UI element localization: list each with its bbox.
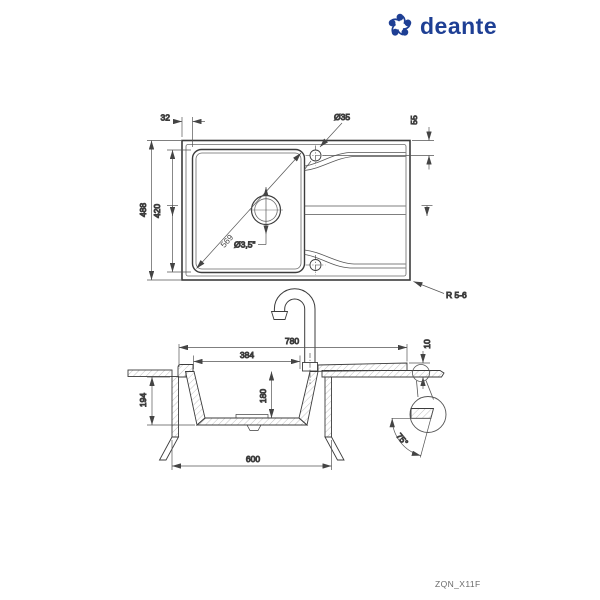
drainboard-grooves [305,153,406,269]
dim-hole-diameter: Ø35 [334,112,351,122]
faucet-hole-top [306,146,326,166]
dim-total-depth: 194 [138,392,148,408]
faucet-hole-bottom [306,255,326,275]
dim-offset-left: 32 [160,112,170,123]
plan-outline [182,141,410,281]
dim-bowl-diagonal: 569 [218,232,236,250]
dim-cabinet-width: 600 [245,454,261,464]
plan-inner-outline [186,145,406,277]
model-code: ZQN_X11F [435,579,481,589]
dim-hole-diameter-leader [305,123,343,170]
section-view [128,289,446,470]
dim-bowl-width: 384 [239,350,255,360]
drain-outlet [247,425,261,431]
dim-offset-left-lines [173,117,205,147]
deante-pinwheel-icon [388,14,412,37]
cabinet-panel-right [325,377,344,460]
dim-bowl-depth: 420 [152,203,162,219]
cabinet-panel-left [160,377,179,461]
dim-drain-diameter: Ø3,5" [234,239,256,250]
dim-bowl-depth-lines [167,150,191,272]
bowl-section [186,372,319,431]
detail-view [392,397,447,458]
dim-rim-height: 10 [422,339,432,349]
sink-deck [318,363,407,371]
dim-corner-radius: R 5-6 [446,290,467,300]
dim-corner-radius-leader [414,282,445,294]
dim-overall-width: 780 [284,336,300,346]
dim-bowl-inner-depth: 180 [258,388,268,404]
deante-logo [388,13,497,39]
faucet-spout [272,312,288,320]
dim-edge-angle: 75° [394,430,411,448]
top-view [138,112,467,300]
dim-hole-offset-top: 55 [409,115,419,125]
diagonal-dimension [197,153,302,269]
center-mark-right [422,206,433,217]
dim-overall-depth: 488 [138,202,148,218]
deante-wordmark: deante [420,13,498,39]
dim-hole-offset-lines [323,127,434,170]
countertop-left [128,370,172,377]
